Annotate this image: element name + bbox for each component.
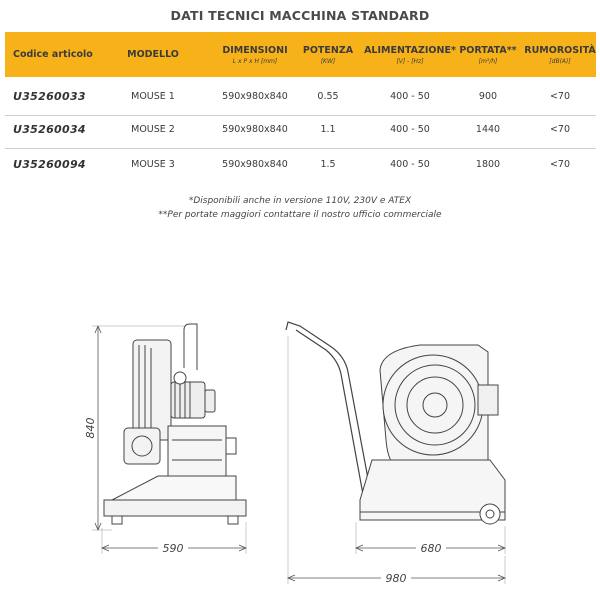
- header-model: MODELLO: [127, 49, 179, 60]
- cell-flow: 1440: [475, 124, 501, 135]
- cell-power: 0.55: [317, 91, 339, 102]
- footnote-voltage: *Disponibili anche in versione 110V, 230V e ATEX: [188, 196, 412, 206]
- cell-flow: 900: [478, 91, 498, 102]
- cell-dimensions: 590x980x840: [222, 91, 288, 102]
- cell-power: 1.1: [320, 124, 336, 135]
- header-supply: ALIMENTAZIONE* [V] - [Hz]: [364, 44, 456, 65]
- page-title: DATI TECNICI MACCHINA STANDARD: [170, 8, 430, 23]
- cell-code: U35260034: [13, 123, 86, 136]
- cell-supply: 400 - 50: [390, 124, 430, 135]
- cell-model: MOUSE 3: [131, 159, 175, 170]
- cell-supply: 400 - 50: [390, 91, 430, 102]
- cell-noise: <70: [549, 159, 571, 170]
- dimension-depth-label: 680: [420, 542, 442, 555]
- front-view: [104, 324, 246, 524]
- side-view: [286, 322, 505, 524]
- cell-code: U35260094: [13, 158, 86, 171]
- header-noise: RUMOROSITÀ [dB(A)]: [524, 44, 596, 65]
- cell-dimensions: 590x980x840: [222, 159, 288, 170]
- dimension-height-label: 840: [84, 417, 97, 439]
- cell-model: MOUSE 1: [131, 91, 175, 102]
- header-dimensions: DIMENSIONI L x P x H [mm]: [222, 44, 288, 65]
- cell-supply: 400 - 50: [390, 159, 430, 170]
- dimension-length-label: 980: [385, 572, 407, 585]
- header-power: POTENZA [KW]: [302, 44, 354, 65]
- cell-noise: <70: [549, 91, 571, 102]
- cell-power: 1.5: [320, 159, 336, 170]
- cell-model: MOUSE 2: [131, 124, 175, 135]
- header-code: Codice articolo: [13, 49, 93, 60]
- header-flow: PORTATA** [m³/h]: [459, 44, 517, 65]
- footnote-flow: **Per portate maggiori contattare il nostro ufficio commerciale: [158, 210, 442, 220]
- cell-dimensions: 590x980x840: [222, 124, 288, 135]
- cell-flow: 1800: [475, 159, 501, 170]
- dimension-width-label: 590: [162, 542, 184, 555]
- cell-noise: <70: [549, 124, 571, 135]
- cell-code: U35260033: [13, 90, 86, 103]
